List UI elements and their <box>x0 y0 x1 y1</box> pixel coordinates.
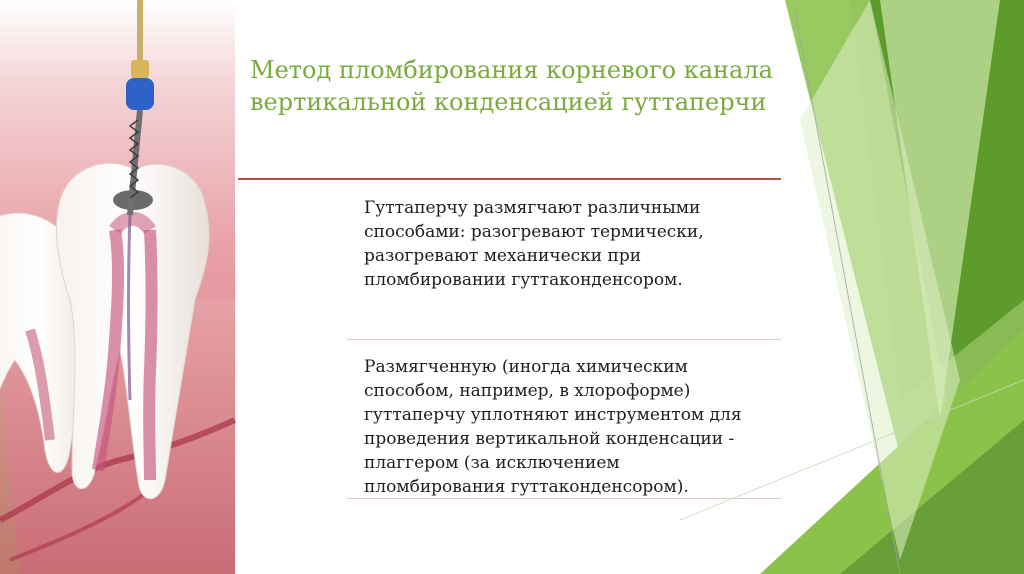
slide-title-line-1: Метод пломбирования корневого канала <box>250 56 773 84</box>
text-block-1-line: способами: разогревают термически, <box>364 222 704 242</box>
text-block-2-line: пломбирования гуттаконденсором). <box>364 477 689 497</box>
title-divider <box>238 178 781 180</box>
slide-title <box>250 54 790 118</box>
table-bottom-divider <box>347 498 781 499</box>
tooth-root-canal-illustration <box>0 0 260 574</box>
text-block-2-line: гуттаперчу уплотняют инструментом для <box>364 405 742 425</box>
text-block-2-line: способом, например, в хлороформе) <box>364 381 691 401</box>
text-block-2 <box>364 355 784 499</box>
text-block-2-line: Размягченную (иногда химическим <box>364 357 688 377</box>
text-block-1 <box>364 196 784 292</box>
text-block-1-line: пломбировании гуттаконденсором. <box>364 270 683 290</box>
text-block-2-line: плаггером (за исключением <box>364 453 620 473</box>
text-block-1-line: Гуттаперчу размягчают различными <box>364 198 701 218</box>
text-block-1-line: разогревают механически при <box>364 246 642 266</box>
text-block-2-line: проведения вертикальной конденсации - <box>364 429 735 449</box>
table-row-divider <box>347 339 781 340</box>
slide-title-line-2: вертикальной конденсацией гуттаперчи <box>250 88 767 116</box>
